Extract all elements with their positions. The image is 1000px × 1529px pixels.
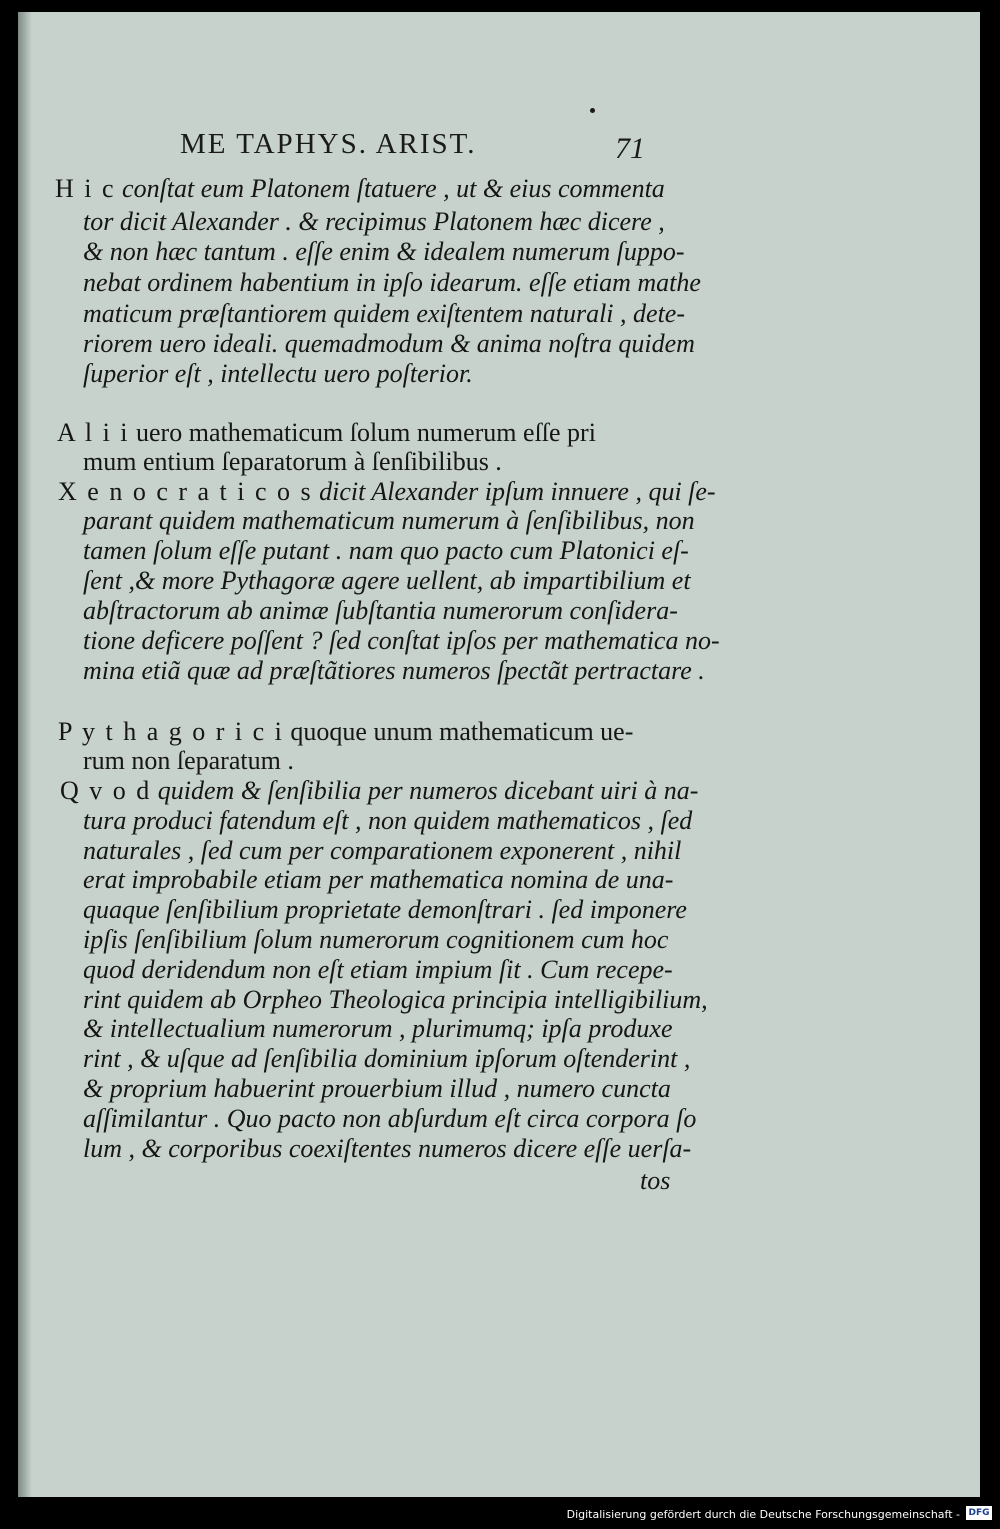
catchword: tos [640, 1166, 671, 1195]
text-line: tura produci fatendum eſt , non quidem mathematicos , ſed [83, 806, 693, 835]
text-line: rum non ſeparatum . [83, 746, 294, 775]
text-line: nebat ordinem habentium in ipſo idearum. eſſe etiam mathe [83, 268, 701, 297]
text-line: & non hæc tantum . eſſe enim & idealem numerum ſuppo- [83, 237, 685, 266]
line-text: dicit Alexander ipſum innuere , qui ſe- [312, 477, 716, 506]
text-line: rint , & uſque ad ſenſibilia dominium ipſorum oſtenderint , [83, 1044, 691, 1073]
line-text: quoque unum mathematicum ue- [283, 717, 634, 746]
text-line: abſtractorum ab animæ ſubſtantia numerorum conſidera- [83, 596, 678, 625]
line-lead: H i c [55, 174, 116, 203]
text-line: ipſis ſenſibilium ſolum numerorum cognitionem cum hoc [83, 925, 669, 954]
text-line [58, 477, 716, 507]
text-line: naturales , ſed cum per comparationem exponerent , nihil [83, 836, 682, 865]
text-line: ſent ,& more Pythagoræ agere uellent, ab impartibilium et [83, 566, 691, 595]
text-line [57, 418, 596, 448]
text-line: mina etiã quæ ad præſtãtiores numeros ſpectãt pertractare . [83, 656, 705, 685]
text-line: & proprium habuerint prouerbium illud , numero cuncta [83, 1074, 671, 1103]
text-line: tor dicit Alexander . & recipimus Platonem hæc dicere , [83, 207, 665, 236]
text-line: rint quidem ab Orpheo Theologica principia intelligibilium, [83, 985, 708, 1014]
line-lead: P y t h a g o r i c i [58, 717, 284, 746]
text-line: tione deficere poſſent ? ſed conſtat ipſos per mathematica no- [83, 626, 720, 655]
text-line: riorem uero ideali. quemadmodum & anima noſtra quidem [83, 329, 695, 358]
text-line [60, 776, 698, 806]
text-line: tamen ſolum eſſe putant . nam quo pacto cum Platonici eſ- [83, 536, 689, 565]
text-line: & intellectualium numerorum , plurimumq; ipſa produxe [83, 1014, 673, 1043]
text-line: maticum præſtantiorem quidem exiſtentem naturali , dete- [83, 299, 685, 328]
footer-bar [0, 1497, 1000, 1529]
page-header [180, 128, 645, 168]
line-lead: A l i i [57, 418, 130, 447]
text-line: quod deridendum non eſt etiam impium ſit . Cum recepe- [83, 955, 673, 984]
running-title: ME TAPHYS. ARIST. [180, 128, 477, 160]
text-line: mum entium ſeparatorum à ſenſibilibus . [83, 447, 502, 476]
ink-dot [590, 108, 595, 113]
text-line: erat improbabile etiam per mathematica nomina de una- [83, 865, 674, 894]
line-text: quidem & ſenſibilia per numeros dicebant uiri à na- [151, 776, 699, 805]
line-text: uero mathematicum ſolum numerum eſſe pri [129, 418, 596, 447]
text-line: aſſimilantur . Quo pacto non abſurdum eſt circa corpora ſo [83, 1104, 697, 1133]
line-text: conſtat eum Platonem ſtatuere , ut & eius commenta [115, 174, 665, 203]
text-line: lum , & corporibus coexiſtentes numeros dicere eſſe uerſa- [83, 1134, 692, 1163]
line-lead: Q v o d [60, 776, 152, 805]
line-lead: X e n o c r a t i c o s [58, 477, 313, 506]
text-line [58, 717, 633, 747]
text-line: parant quidem mathematicum numerum à ſenſibilibus, non [83, 506, 695, 535]
text-line [55, 174, 665, 204]
page-number: 71 [615, 132, 645, 165]
text-line: quaque ſenſibilium proprietate demonſtrari . ſed imponere [83, 895, 687, 924]
funding-notice: Digitalisierung gefördert durch die Deutsche Forschungsgemeinschaft - [566, 1508, 960, 1521]
text-line: ſuperior eſt , intellectu uero poſterior. [83, 359, 473, 388]
page-gutter-shadow [18, 12, 32, 1497]
dfg-logo-icon: DFG [966, 1506, 992, 1520]
